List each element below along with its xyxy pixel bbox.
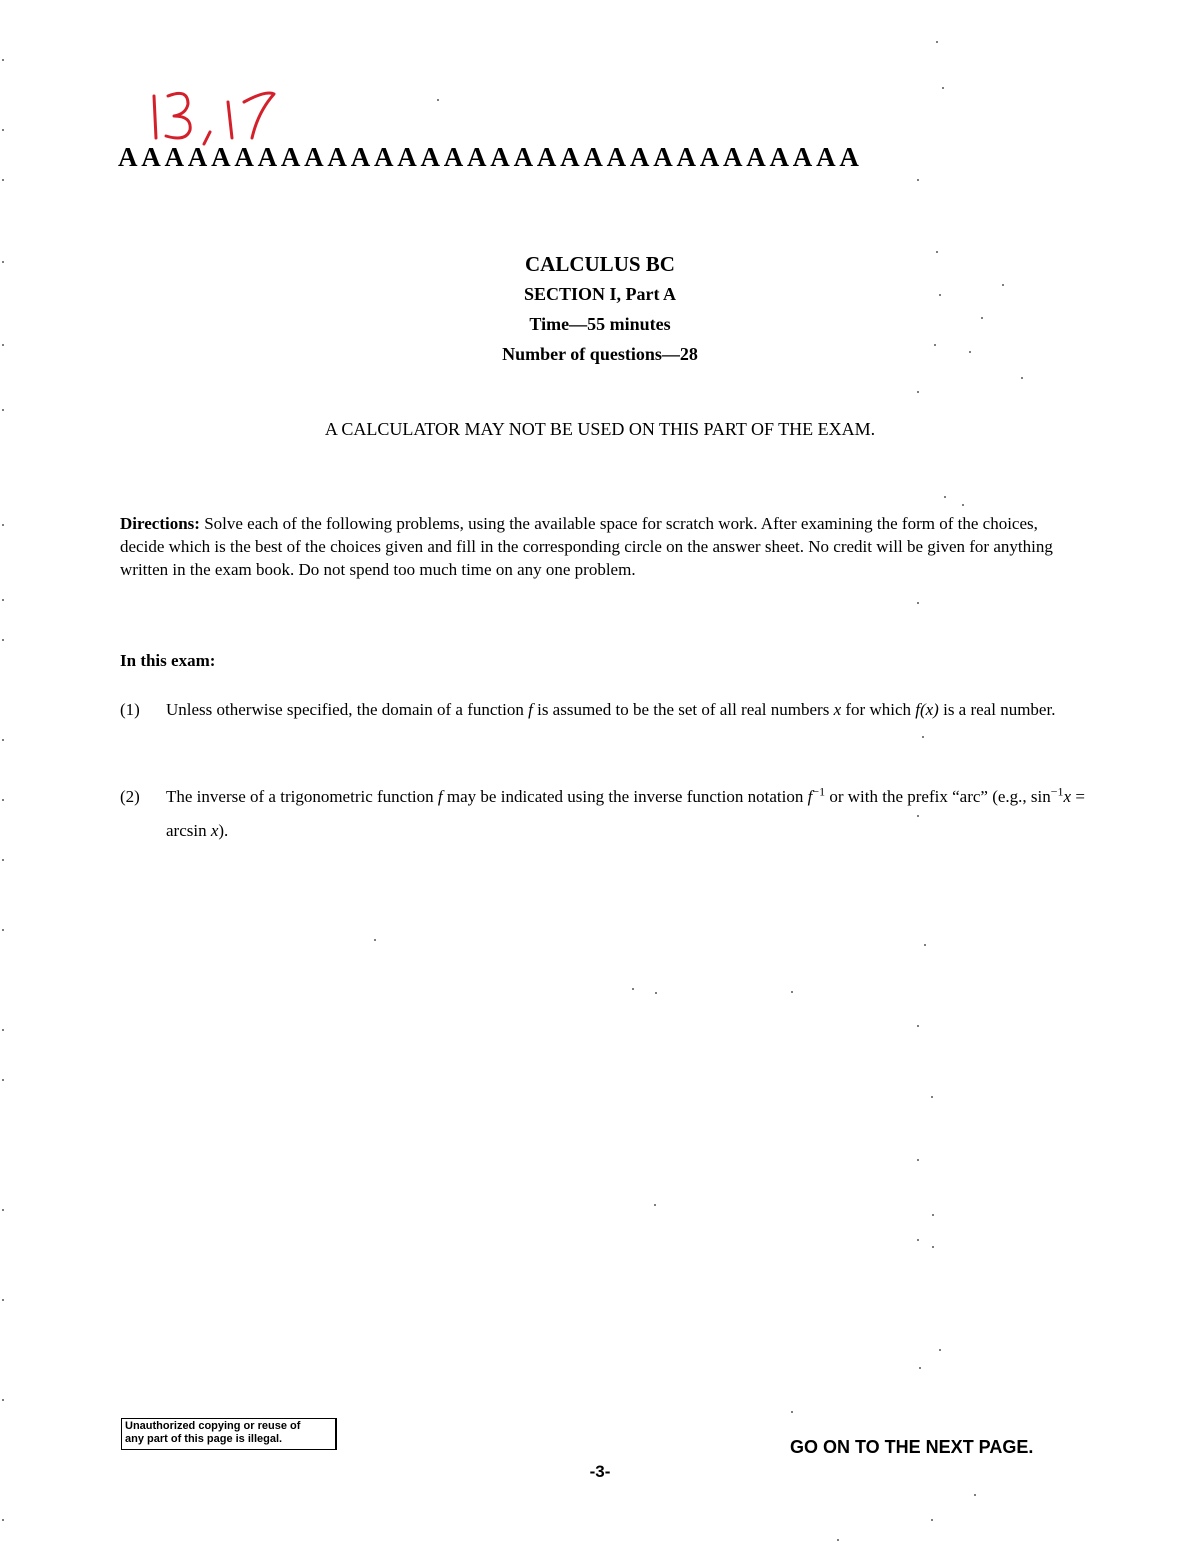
next-page-note: GO ON TO THE NEXT PAGE.: [790, 1437, 1034, 1457]
time-limit: Time—55 minutes: [529, 314, 671, 334]
calculator-note: A CALCULATOR MAY NOT BE USED ON THIS PART OF THE EXAM.: [324, 419, 876, 439]
rule-text: Unless otherwise specified, the domain of a function f is assumed to be the set of all real numbers x for which f(x) is a real number.: [166, 700, 1056, 719]
rule-1: [120, 698, 1085, 721]
question-count: Number of questions—28: [502, 344, 698, 364]
section-title: SECTION I, Part A: [523, 284, 676, 304]
page-number: -3-: [589, 1462, 611, 1481]
copyright-notice: Unauthorized copying or reuse of any part of this page is illegal.: [121, 1418, 337, 1450]
rule-number: (1): [120, 700, 140, 719]
course-title: CALCULUS BC: [525, 252, 675, 276]
rule-number: (2): [120, 787, 140, 806]
directions-label: Directions:: [120, 514, 200, 533]
rule-2: [120, 780, 1085, 848]
exam-heading: In this exam:: [120, 651, 216, 670]
directions: [120, 512, 1075, 581]
rule-text: The inverse of a trigonometric function f may be indicated using the inverse function notation $f^{-1}$ or with the prefix “arc” (e.g., $\sin^{-1}x = \arcsin x$).: [166, 784, 1085, 840]
banner-letters: A A A A A A A A A A A A A A A A A A A A A A A A A A A A A A A A: [118, 142, 859, 172]
directions-text: Solve each of the following problems, using the available space for scratch work. After examining the form of the choices, decide which is the best of the choices given and fill in the corresponding circle on the answer sheet. No credit will be given for anything written in the exam book. Do not spend too much time on any one problem.: [120, 514, 1053, 579]
